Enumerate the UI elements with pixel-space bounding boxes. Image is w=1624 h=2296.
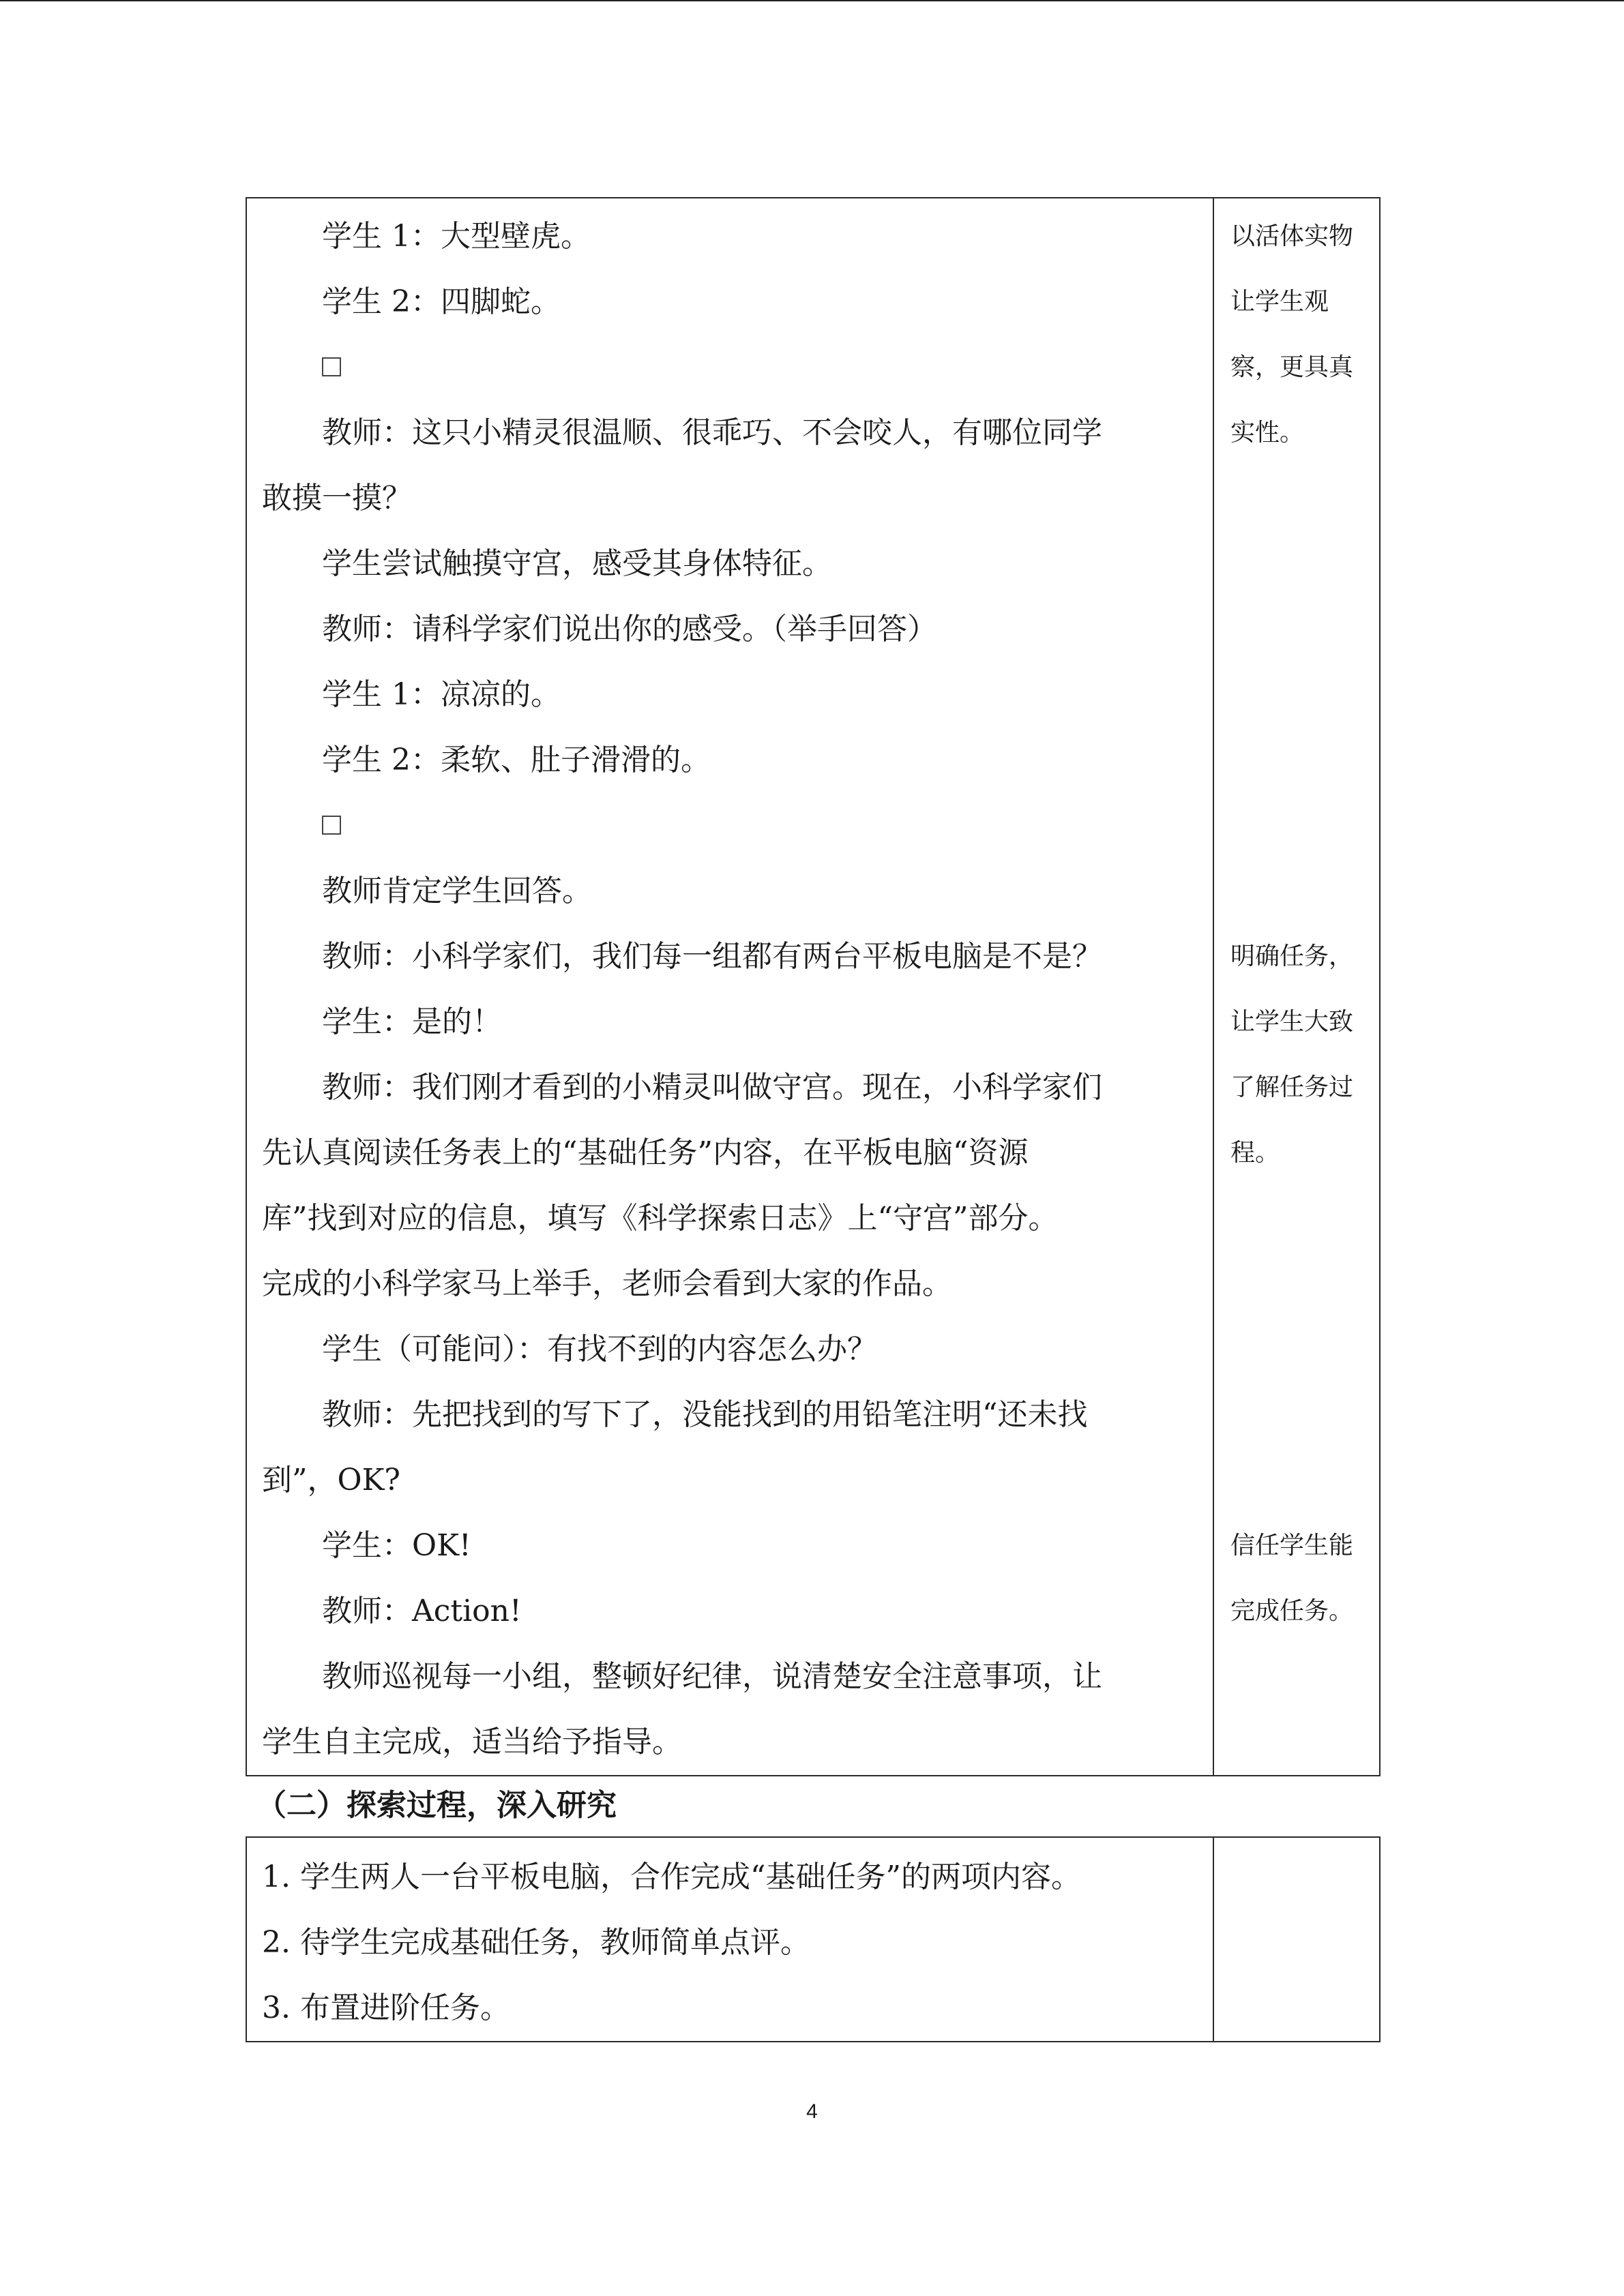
- note-block: [1230, 924, 1367, 1186]
- section-title: （二）探索过程，深入研究: [256, 1788, 617, 1823]
- checkbox-line: [262, 335, 1192, 400]
- note-line: 程。: [1230, 1139, 1280, 1167]
- design-notes: [1214, 204, 1379, 1644]
- dialogue-line: 学生：OK!: [322, 1528, 471, 1563]
- process-item: 2. 待学生完成基础任务，教师简单点评。: [262, 1925, 810, 1960]
- note-block: [1230, 204, 1367, 466]
- dialogue-line: 学生自主完成，适当给予指导。: [262, 1725, 682, 1759]
- process-item: 3. 布置进阶任务。: [262, 1991, 510, 2025]
- note-line: 信任学生能: [1230, 1532, 1354, 1560]
- process-list: [247, 1838, 1213, 2041]
- note-block: [1230, 1513, 1367, 1644]
- checkbox-line: [262, 793, 1192, 859]
- dialogue-line: 教师：小科学家们，我们每一组都有两台平板电脑是不是？: [322, 939, 1102, 974]
- dialogue-line: 学生 2：柔软、肚子滑滑的。: [322, 743, 711, 777]
- dialogue-line: 到”，OK?: [262, 1463, 401, 1497]
- dialogue-line: 教师：先把找到的写下了，没能找到的用铅笔注明“还未找: [322, 1397, 1088, 1432]
- process-content-cell: [246, 1837, 1213, 2042]
- dialogue-line: 敢摸一摸？: [262, 481, 412, 516]
- empty-checkbox-icon: [322, 816, 341, 835]
- dialogue-line: 教师：Action!: [322, 1594, 522, 1628]
- process-item: 1. 学生两人一台平板电脑，合作完成“基础任务”的两项内容。: [262, 1860, 1081, 1894]
- note-line: 察，更具真: [1230, 353, 1354, 381]
- dialogue-line: 教师肯定学生回答。: [322, 874, 592, 908]
- note-line: 让学生观: [1230, 288, 1329, 316]
- process-notes-cell: [1213, 1837, 1380, 2042]
- page-number: 4: [806, 2100, 818, 2123]
- note-line: 完成任务。: [1230, 1597, 1354, 1625]
- dialogue-line: 学生（可能问）：有找不到的内容怎么办？: [322, 1332, 877, 1367]
- dialogue-line: 学生尝试触摸守宫，感受其身体特征。: [322, 546, 832, 581]
- note-line: 实性。: [1230, 419, 1305, 447]
- dialogue-line: 教师巡视每一小组，整顿好纪律，说清楚安全注意事项，让: [322, 1659, 1102, 1694]
- dialogue-line: 先认真阅读任务表上的“基础任务”内容，在平板电脑“资源: [262, 1135, 1029, 1170]
- dialogue-line: 学生 1：大型壁虎。: [322, 219, 591, 254]
- lesson-table: [246, 197, 1381, 1776]
- dialogue-line: 教师：这只小精灵很温顺、很乖巧、不会咬人，有哪位同学: [322, 415, 1102, 450]
- page-top-border: [0, 0, 1624, 1]
- note-line: 让学生大致: [1230, 1008, 1354, 1036]
- note-line: 以活体实物: [1230, 222, 1354, 250]
- dialogue-line: 完成的小科学家马上举手，老师会看到大家的作品。: [262, 1266, 952, 1301]
- dialogue-line: 学生：是的！: [322, 1004, 502, 1039]
- lesson-dialogue: [247, 198, 1213, 1775]
- design-notes-cell: [1213, 198, 1380, 1776]
- lesson-content-cell: [246, 198, 1213, 1776]
- dialogue-line: 教师：请科学家们说出你的感受。（举手回答）: [322, 612, 937, 646]
- empty-checkbox-icon: [322, 357, 341, 376]
- dialogue-line: 学生 2：四脚蛇。: [322, 284, 561, 319]
- dialogue-line: 学生 1：凉凉的。: [322, 677, 561, 712]
- process-table: [246, 1836, 1381, 2042]
- dialogue-line: 教师：我们刚才看到的小精灵叫做守宫。现在，小科学家们: [322, 1070, 1102, 1105]
- dialogue-line: 库”找到对应的信息，填写《科学探索日志》上“守宫”部分。: [262, 1201, 1059, 1236]
- note-line: 了解任务过: [1230, 1073, 1354, 1101]
- note-line: 明确任务，: [1230, 942, 1354, 970]
